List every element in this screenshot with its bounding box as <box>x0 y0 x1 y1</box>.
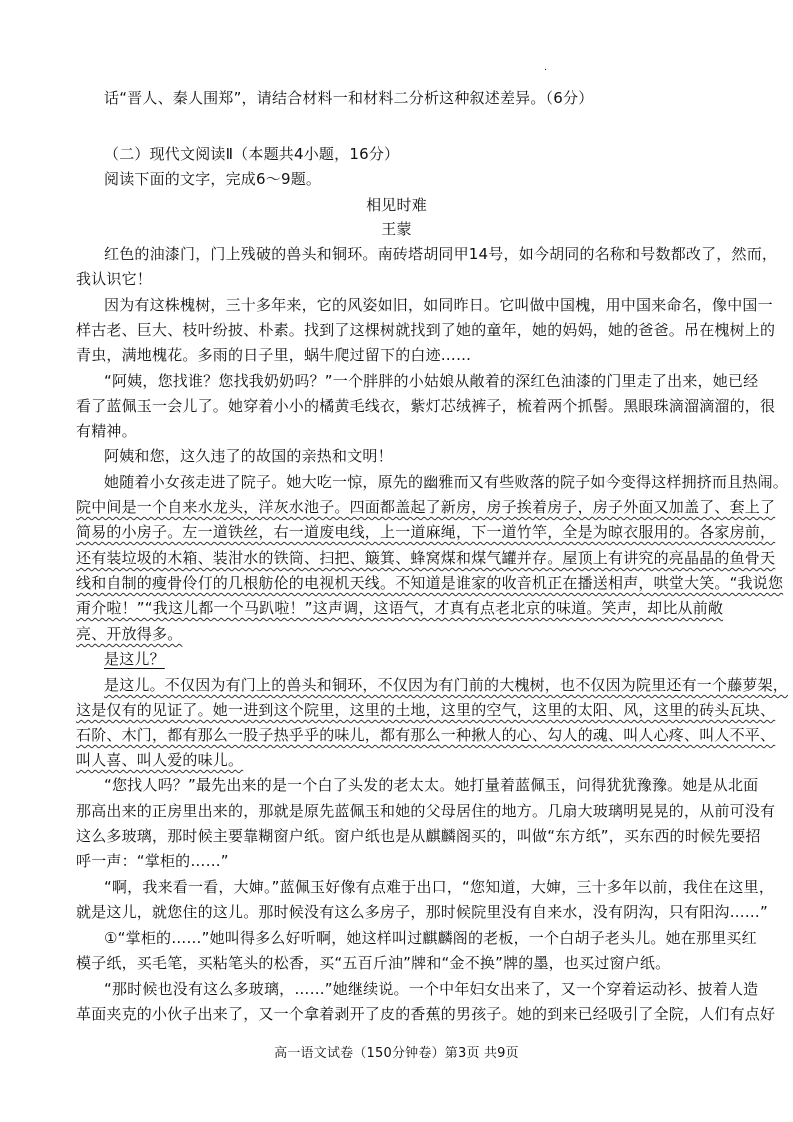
paragraph-line: ①“掌柜的……”她叫得多么好听啊，她这样叫过麒麟阁的老板，一个白胡子老头儿。她在那里买红 <box>104 929 757 947</box>
paragraph-line: 看了蓝佩玉一会儿了。她穿着小小的橘黄毛线衣，紫灯芯绒裤子，梳着两个抓髻。黑眼珠滴溜滴溜的，很 <box>76 397 776 415</box>
paragraph-line: 青虫，满地槐花。多雨的日子里，蜗牛爬过留下的白迹…… <box>76 346 472 364</box>
paragraph-line: “那时候也没有这么多玻璃，……”她继续说。一个中年妇女出来了，又一个穿着运动衫、披着人造 <box>104 980 759 998</box>
reading-instruction: 阅读下面的文字，完成6～9题。 <box>104 170 322 188</box>
paragraph-line: 我认识它！ <box>76 270 153 288</box>
article-title: 相见时难 <box>366 196 427 214</box>
paragraph-line: 阿姨和您，这久违了的故国的亲热和文明！ <box>104 447 393 465</box>
paragraph-line: 呼一声：“掌柜的……” <box>76 852 229 870</box>
underlined-line: 简易的小房子。左一道铁丝，右一道废电线，上一道麻绳，下一道竹竿，全是为晾衣服用的。各家房前， <box>76 523 776 541</box>
page-footer: 高一语文试卷（150分钟卷）第3页 共9页 <box>274 1046 519 1061</box>
paragraph-line: 她随着小女孩走进了院子。她大吃一惊，原先的幽雅而又有些败落的院子如今变得这样拥挤而且热闹。 <box>104 473 789 491</box>
underlined-line: 线和自制的瘦骨伶仃的几根舫伦的电视机天线。不知道是谁家的收音机正在播送相声，哄堂大笑。“我说您 <box>76 574 784 592</box>
underlined-line: 甭介啦！”“我这儿都一个马趴啦！”这声调，这语气，才真有点老北京的味道。笑声，却比从前敞 <box>76 599 724 617</box>
paragraph-line: 模子纸，买毛笔，买粘笔头的松香，买“五百斤油”牌和“金不换”牌的墨，也买过窗户纸。 <box>76 954 671 972</box>
paragraph-line: 因为有这株槐树，三十多年来，它的风姿如旧，如同昨日。它叫做中国槐，用中国来命名，像中国一 <box>104 296 773 314</box>
paragraph-line: 红色的油漆门，门上残破的兽头和铜环。南砖塔胡同甲14号，如今胡同的名称和号数都改了，然而， <box>104 245 778 263</box>
underlined-line: 还有装垃圾的木箱、装泔水的铁筒、扫把、簸箕、蜂窝煤和煤气罐并存。屋顶上有讲究的亮晶晶的鱼骨天 <box>76 549 776 567</box>
underlined-line: 叫人喜、叫人爱的味儿。 <box>76 751 244 769</box>
paragraph-line: “您找人吗？”最先出来的是一个白了头发的老太太。她打量着蓝佩玉，问得犹犹豫豫。她是从北面 <box>104 776 759 794</box>
paragraph-line: 这么多玻璃，那时候主要靠糊窗户纸。窗户纸也是从麒麟阁买的，叫做“东方纸”，买东西的时候先要招 <box>76 827 761 845</box>
paragraph-line: “啊，我来看一看，大婶。”蓝佩玉好像有点难于出口，“您知道，大婶，三十多年以前，我住在这里， <box>104 878 775 896</box>
header-dot: . <box>544 62 548 73</box>
underlined-line: 亮、开放得多。 <box>76 625 183 643</box>
paragraph-line: “阿姨，您找谁？您找我奶奶吗？”一个胖胖的小姑娘从敞着的深红色油漆的门里走了出来，她已经 <box>104 372 759 390</box>
article-author: 王蒙 <box>381 220 412 238</box>
paragraph-line: 就是这儿，就您住的这儿。那时候没有这么多房子，那时候院里没有自来水，没有阴沟，只有阳沟……” <box>76 903 768 921</box>
paragraph-line: 有精神。 <box>76 422 137 440</box>
underlined-line: 是这儿。不仅因为有门上的兽头和铜环，不仅因为有门前的大槐树，也不仅因为院里还有一个藤萝架， <box>104 676 789 694</box>
paragraph-line: 革面夹克的小伙子出来了，又一个拿着剥开了皮的香蕉的男孩子。她的到来已经吸引了全院，人们有点好 <box>76 1005 776 1023</box>
paragraph-line: 样古老、巨大、枝叶纷披、朴素。找到了这棵树就找到了她的童年，她的妈妈，她的爸爸。吊在槐树上的 <box>76 321 776 339</box>
underlined-line: 是这儿？ <box>104 650 165 668</box>
underlined-line: 石阶、木门，都有那么一股子热乎乎的味儿，都有那么一种揪人的心、勾人的魂、叫人心疼、叫人不平、 <box>76 726 776 744</box>
paragraph-line: 那高出来的正房里出来的，那就是原先蓝佩玉和她的父母居住的地方。几扇大玻璃明晃晃的，从前可没有 <box>76 802 776 820</box>
section-heading: （二）现代文阅读Ⅱ（本题共4小题，16分） <box>104 145 400 163</box>
underlined-line: 这是仅有的见证了。她一进到这个院里，这里的土地，这里的空气，这里的太阳、风，这里的砖头瓦块、 <box>76 701 776 719</box>
question-5-continuation: 话“晋人、秦人围郑”，请结合材料一和材料二分析这种叙述差异。（6分） <box>104 89 594 107</box>
underlined-line: 院中间是一个自来水龙头，洋灰水池子。四面都盖起了新房，房子挨着房子，房子外面又加盖了、套上了 <box>76 498 776 516</box>
